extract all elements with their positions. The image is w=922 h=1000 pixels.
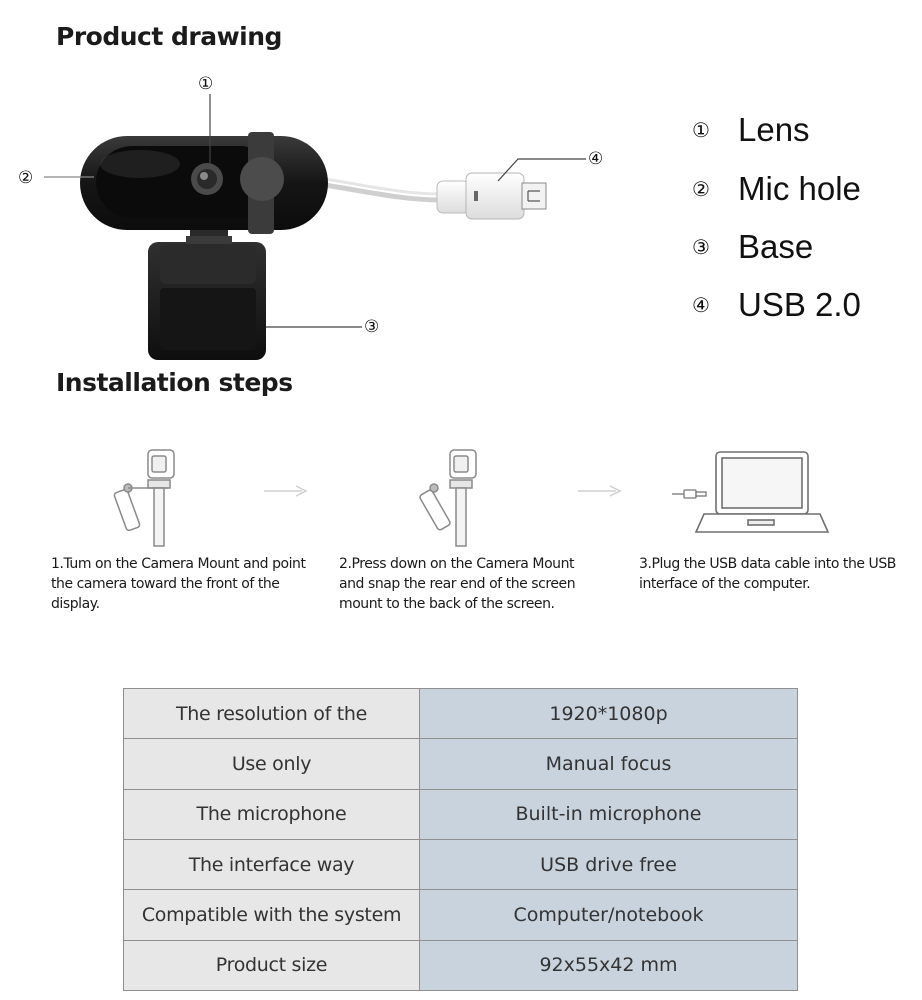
table-row bbox=[124, 839, 798, 889]
callout-2: ② bbox=[18, 168, 34, 188]
legend-label: Base bbox=[738, 228, 814, 265]
legend-item-lens bbox=[692, 110, 810, 150]
table-row bbox=[124, 789, 798, 839]
spec-key: Compatible with the system bbox=[124, 890, 420, 940]
legend-label: USB 2.0 bbox=[738, 286, 861, 323]
spec-value: Built-in microphone bbox=[420, 789, 798, 839]
usb-cable-icon bbox=[672, 490, 706, 498]
spec-key: The interface way bbox=[124, 839, 420, 889]
callout-1: ① bbox=[198, 74, 214, 94]
webcam-base bbox=[148, 242, 266, 360]
laptop-icon bbox=[670, 448, 840, 538]
installation-steps-title: Installation steps bbox=[56, 368, 293, 397]
step-1-text: 1.Tum on the Camera Mount and point the camera toward the front of the display. bbox=[51, 556, 306, 612]
spec-value: Computer/notebook bbox=[420, 890, 798, 940]
spec-value: Manual focus bbox=[420, 739, 798, 789]
spec-value: USB drive free bbox=[420, 839, 798, 889]
arrow-icon bbox=[576, 484, 626, 498]
step-2-illustration bbox=[410, 440, 490, 552]
legend-num: ③ bbox=[692, 235, 710, 259]
spec-key: The microphone bbox=[124, 789, 420, 839]
legend-label: Mic hole bbox=[738, 170, 861, 207]
step-2-text: 2.Press down on the Camera Mount and snap the rear end of the screen mount to the back of the screen. bbox=[339, 556, 576, 612]
spec-value: 1920*1080p bbox=[420, 689, 798, 739]
spec-table bbox=[123, 688, 798, 991]
step-1-illustration bbox=[110, 440, 190, 552]
callout-4: ④ bbox=[588, 149, 604, 169]
table-row bbox=[124, 689, 798, 739]
spec-key: Product size bbox=[124, 940, 420, 990]
legend-num: ① bbox=[692, 118, 710, 142]
table-row bbox=[124, 890, 798, 940]
table-row bbox=[124, 940, 798, 990]
arrow-icon bbox=[262, 484, 312, 498]
product-drawing-title: Product drawing bbox=[56, 22, 282, 51]
legend-item-mic-hole bbox=[692, 169, 861, 209]
spec-key: The resolution of the bbox=[124, 689, 420, 739]
legend-num: ④ bbox=[692, 293, 710, 317]
legend-num: ② bbox=[692, 177, 710, 201]
legend-label: Lens bbox=[738, 111, 810, 148]
usb-plug bbox=[437, 173, 546, 219]
spec-key: Use only bbox=[124, 739, 420, 789]
webcam-body bbox=[80, 132, 328, 234]
table-row bbox=[124, 739, 798, 789]
legend-item-usb bbox=[692, 285, 861, 325]
callout-3: ③ bbox=[364, 317, 380, 337]
legend-item-base bbox=[692, 227, 813, 267]
step-3-text: 3.Plug the USB data cable into the USB interface of the computer. bbox=[639, 556, 896, 592]
spec-value: 92x55x42 mm bbox=[420, 940, 798, 990]
webcam-illustration bbox=[0, 60, 660, 370]
